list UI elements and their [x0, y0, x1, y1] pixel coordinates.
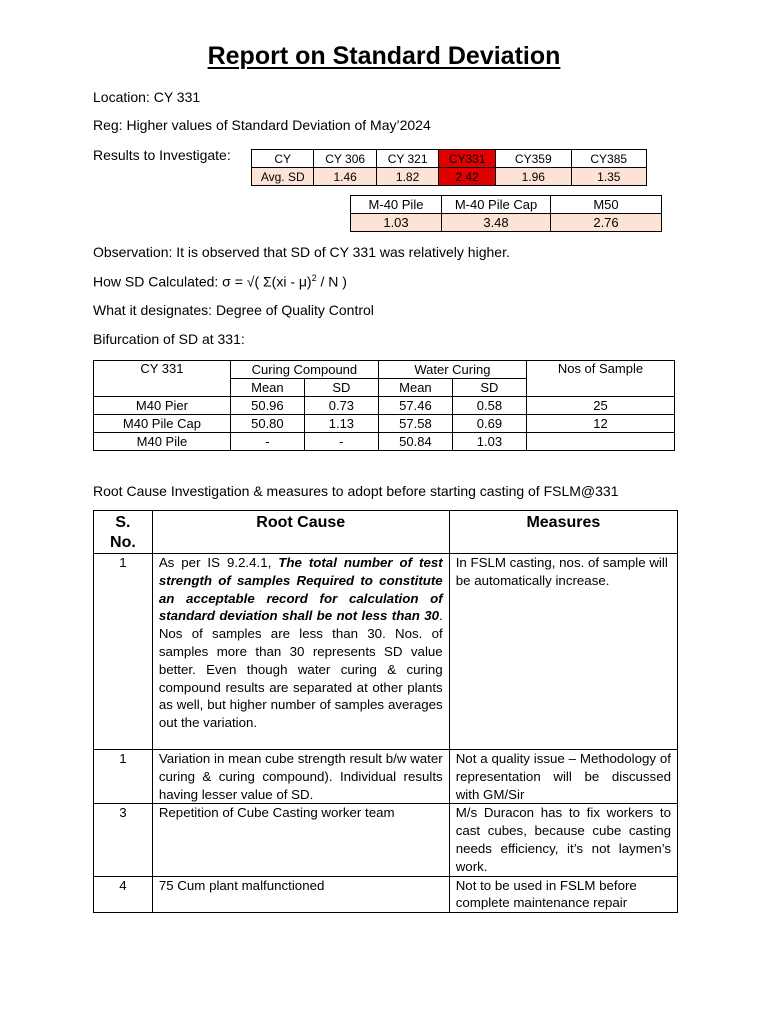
root-cell-measures: Not to be used in FSLM before complete maintenance repair: [449, 876, 677, 913]
bif-header-nos: Nos of Sample: [526, 361, 674, 397]
formula-prefix: How SD Calculated: σ = √( Σ(xi - μ): [93, 273, 312, 290]
bif-cell: 1.03: [452, 433, 526, 451]
table-row: [94, 750, 678, 804]
root-cell-cause: [152, 554, 449, 750]
formula-exponent: 2: [311, 273, 317, 283]
bif-cell: -: [230, 433, 304, 451]
summary-value-cell: 1.82: [376, 168, 438, 186]
pile-header-cell: M50: [551, 196, 662, 214]
pile-header-cell: M-40 Pile: [351, 196, 442, 214]
report-title: Report on Standard Deviation: [207, 42, 561, 70]
bif-cell-nos: 12: [526, 415, 674, 433]
table-row: [94, 415, 675, 433]
root-cell-cause: 75 Cum plant malfunctioned: [152, 876, 449, 913]
summary-header-cell: CY: [252, 150, 314, 168]
root-cause-heading: Root Cause Investigation & measures to adopt before starting casting of FSLM@331: [93, 483, 619, 499]
summary-value-cell: 1.35: [571, 168, 647, 186]
bif-header-water: Water Curing: [378, 361, 526, 379]
root-cause-bold: The total number of test strength of samples Required to constitute an acceptable record for calculation of standard deviation shall be not less than 30: [158, 555, 443, 624]
bifurcation-header-row-1: [94, 361, 675, 379]
summary-header-cell: CY385: [571, 150, 647, 168]
summary-value-cell: 1.96: [496, 168, 571, 186]
root-header-sno-line1: S.: [115, 514, 131, 531]
table-row: [94, 876, 678, 913]
bif-cell: 0.69: [452, 415, 526, 433]
formula-suffix: / N ): [316, 273, 347, 290]
bif-cell-name: M40 Pile: [94, 433, 231, 451]
results-label: Results to Investigate:: [93, 147, 231, 163]
bif-cell: 50.80: [230, 415, 304, 433]
bif-cell: 57.58: [378, 415, 452, 433]
root-header-row: [94, 511, 678, 554]
bif-header-cy: CY 331: [94, 361, 231, 397]
table-row: [94, 397, 675, 415]
table-row: [94, 804, 678, 876]
root-cell-sno: 1: [94, 554, 153, 750]
summary-value-cell: Avg. SD: [252, 168, 314, 186]
bif-cell-nos: 25: [526, 397, 674, 415]
pile-value-cell: 3.48: [442, 214, 551, 232]
summary-header-cell: CY359: [496, 150, 571, 168]
root-cell-sno: 4: [94, 876, 153, 913]
summary-value-cell-highlight: 2.42: [439, 168, 496, 186]
bif-cell-name: M40 Pile Cap: [94, 415, 231, 433]
pile-sd-table: [350, 195, 662, 232]
formula-line: [93, 273, 347, 290]
root-cell-measures: M/s Duracon has to fix workers to cast cubes, because cube casting needs efficiency, it’s not laymen’s work.: [449, 804, 677, 876]
bif-header-curing: Curing Compound: [230, 361, 378, 379]
root-header-sno: [94, 511, 153, 554]
summary-header-cell: CY 306: [314, 150, 376, 168]
summary-header-cell: CY 321: [376, 150, 438, 168]
reg-line: Reg: Higher values of Standard Deviation of May’2024: [93, 117, 431, 133]
pile-header-row: [351, 196, 662, 214]
table-row: [94, 433, 675, 451]
bif-cell: 57.46: [378, 397, 452, 415]
root-cause-pre: As per IS 9.2.4.1,: [158, 555, 279, 570]
pile-value-cell: 2.76: [551, 214, 662, 232]
summary-value-cell: 1.46: [314, 168, 376, 186]
table-row: [94, 554, 678, 750]
bif-cell: 50.96: [230, 397, 304, 415]
root-cell-measures: In FSLM casting, nos. of sample will be automatically increase.: [449, 554, 677, 750]
pile-header-cell: M-40 Pile Cap: [442, 196, 551, 214]
bif-cell: -: [304, 433, 378, 451]
designates-line: What it designates: Degree of Quality Control: [93, 302, 374, 318]
bif-header-sd: SD: [452, 379, 526, 397]
summary-header-row: [252, 150, 647, 168]
bif-cell: 0.73: [304, 397, 378, 415]
root-header-sno-line2: No.: [110, 534, 136, 551]
summary-header-cell-highlight: CY331: [439, 150, 496, 168]
pile-value-row: [351, 214, 662, 232]
bifurcation-table: [93, 360, 675, 451]
root-cell-sno: 3: [94, 804, 153, 876]
root-cell-measures: Not a quality issue – Methodology of representation will be discussed with GM/Sir: [449, 750, 677, 804]
pile-value-cell: 1.03: [351, 214, 442, 232]
bif-cell-nos: [526, 433, 674, 451]
root-cause-table: [93, 510, 678, 913]
bif-header-mean: Mean: [378, 379, 452, 397]
bifurcation-label: Bifurcation of SD at 331:: [93, 331, 245, 347]
bif-cell-name: M40 Pier: [94, 397, 231, 415]
observation-line: Observation: It is observed that SD of CY 331 was relatively higher.: [93, 244, 510, 260]
root-header-cause: Root Cause: [152, 511, 449, 554]
bif-cell: 50.84: [378, 433, 452, 451]
root-cell-cause: Repetition of Cube Casting worker team: [152, 804, 449, 876]
bif-header-sd: SD: [304, 379, 378, 397]
bif-header-mean: Mean: [230, 379, 304, 397]
summary-sd-table: [251, 149, 647, 186]
bif-cell: 0.58: [452, 397, 526, 415]
location-line: Location: CY 331: [93, 89, 201, 105]
summary-value-row: [252, 168, 647, 186]
root-cell-sno: 1: [94, 750, 153, 804]
root-header-measures: Measures: [449, 511, 677, 554]
bif-cell: 1.13: [304, 415, 378, 433]
root-cause-post: . Nos of samples are less than 30. Nos. of samples more than 30 represents SD value better. Even though water curing & curing compound results are separated at other plants as well, but higher number of samples averages out the variation.: [158, 608, 443, 731]
root-cell-cause: Variation in mean cube strength result b/w water curing & curing compound). Individual results having lesser value of SD.: [152, 750, 449, 804]
